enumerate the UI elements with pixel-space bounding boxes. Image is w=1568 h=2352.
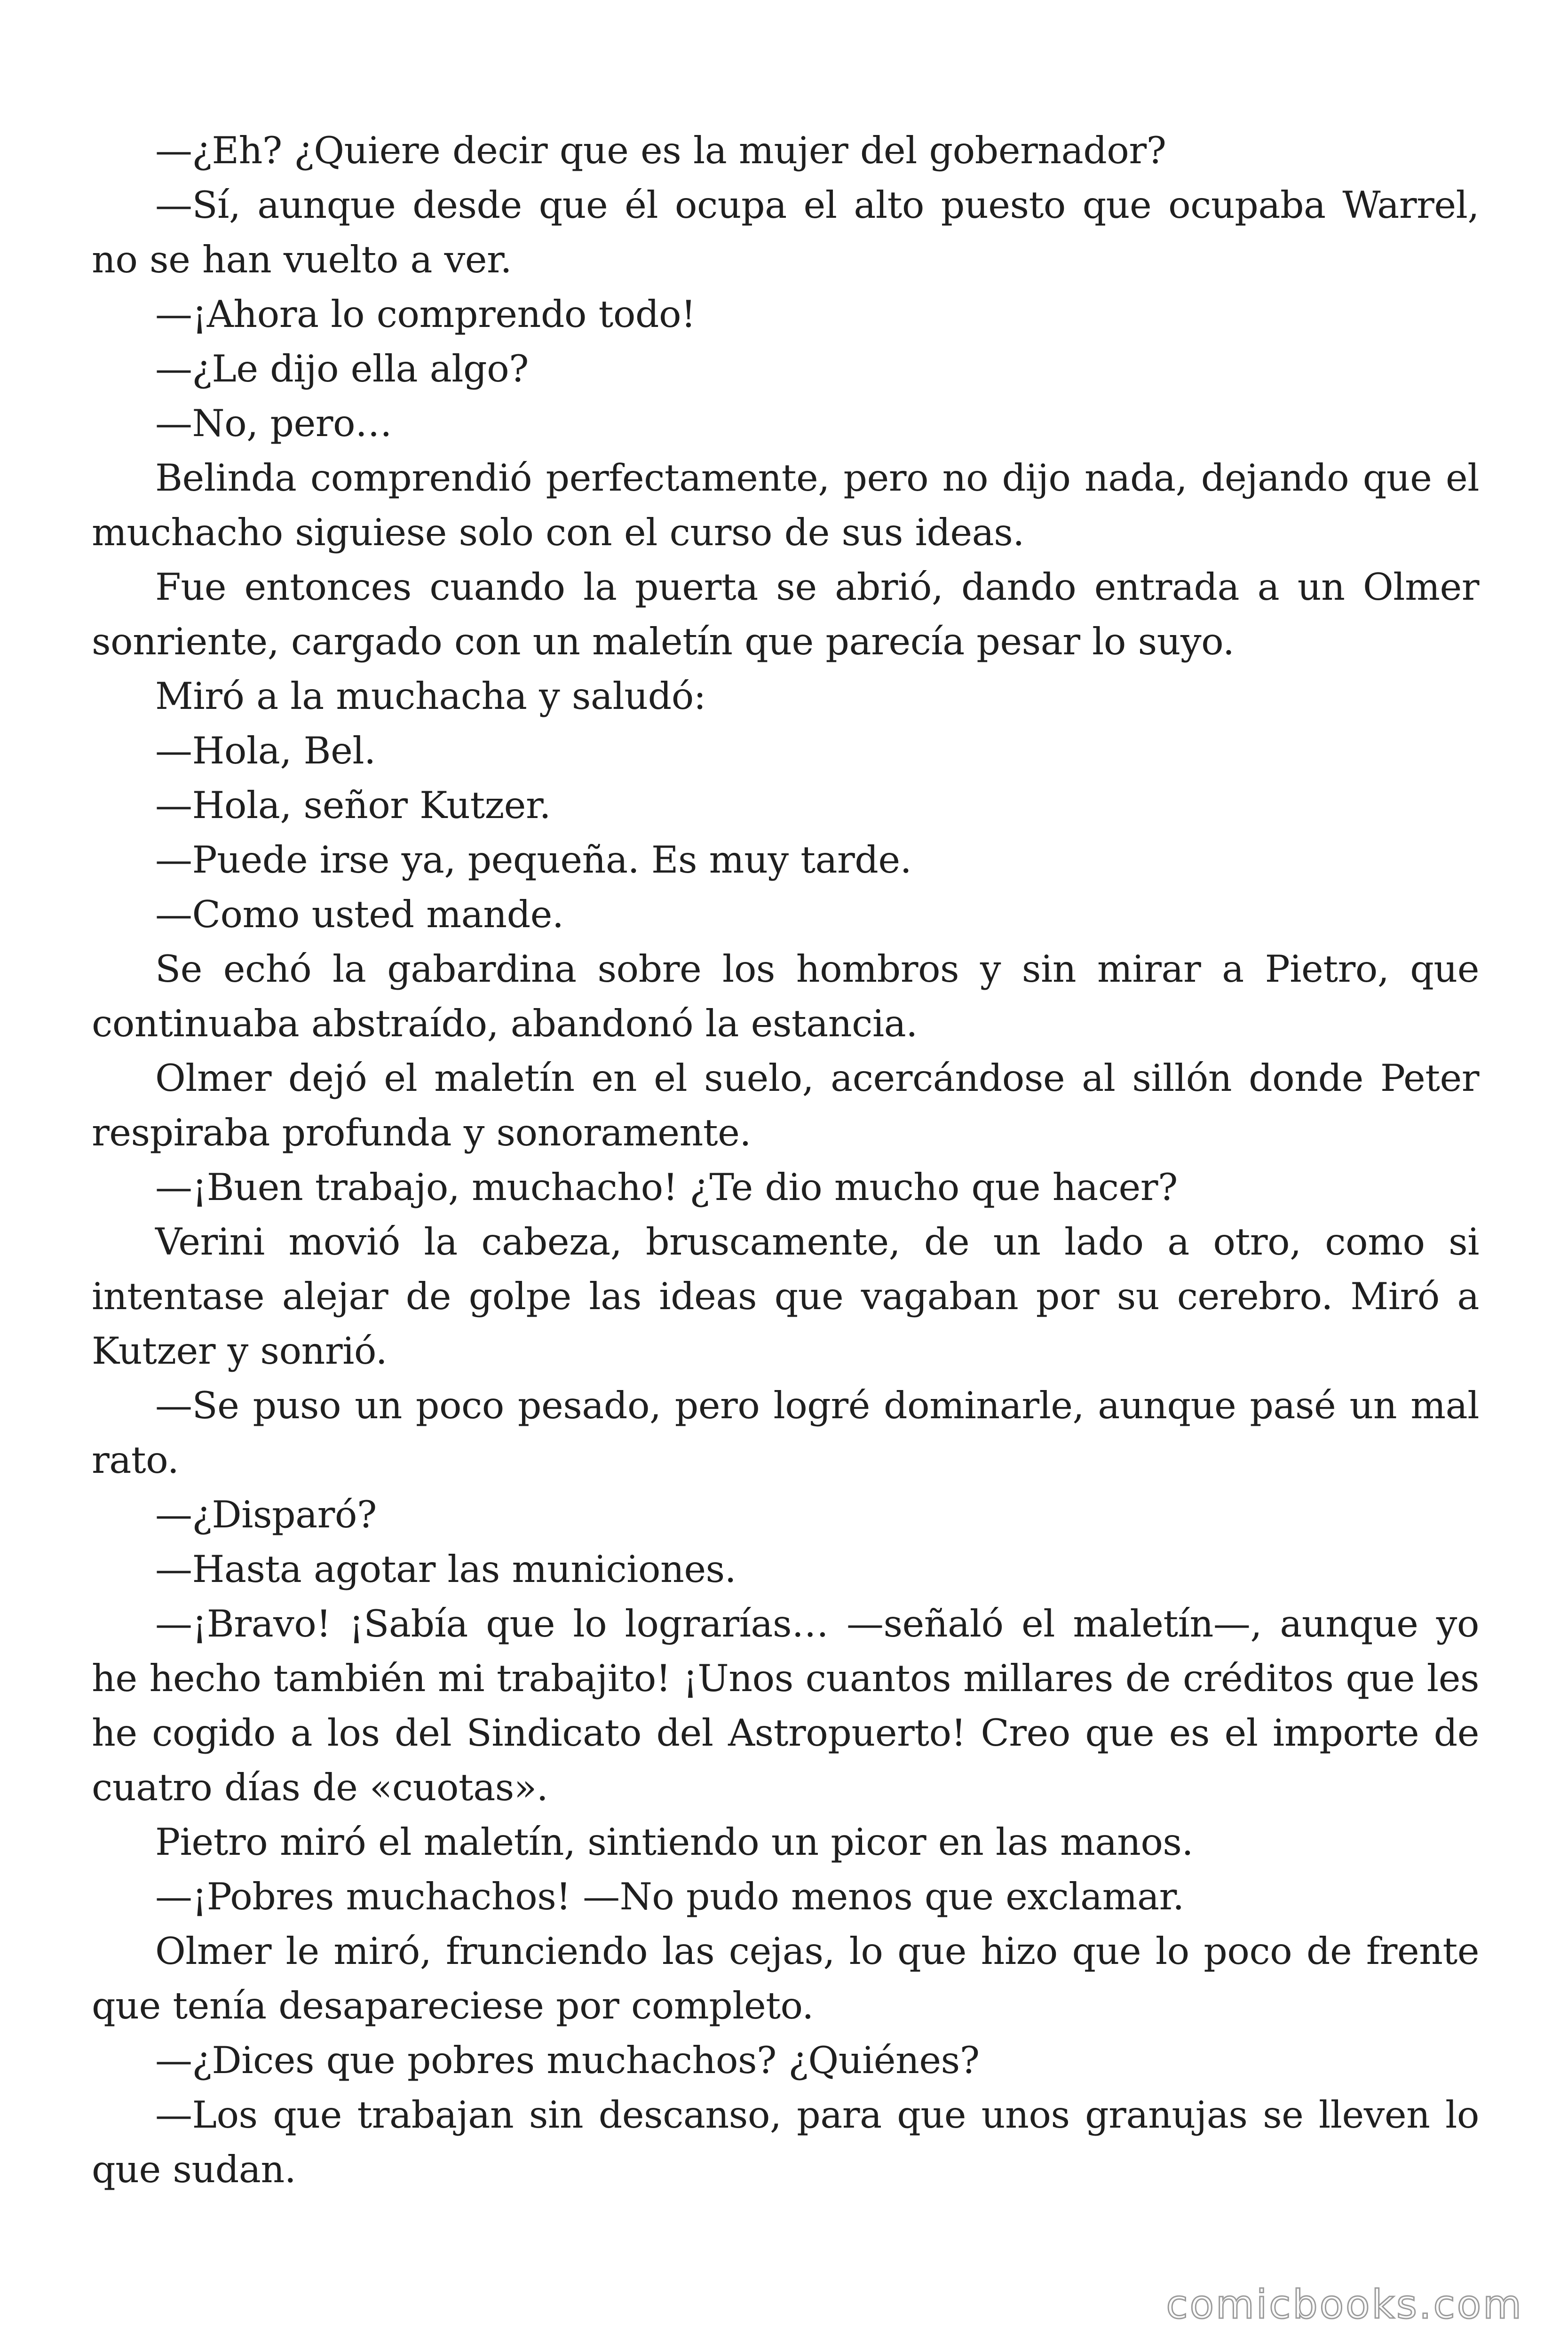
paragraph: Verini movió la cabeza, bruscamente, de un lado a otro, como si intentase alejar de golpe las ideas que vagaban por su cerebro. Miró a Kutzer y sonrió. (92, 1220, 1479, 1373)
paragraph: —Los que trabajan sin descanso, para que unos granujas se lleven lo que sudan. (92, 2093, 1479, 2191)
paragraph: —¿Eh? ¿Quiere decir que es la mujer del gobernador? (155, 129, 1166, 172)
paragraph: —No, pero… (155, 402, 392, 445)
paragraph: —Sí, aunque desde que él ocupa el alto puesto que ocupaba Warrel, no se han vuelto a ver. (92, 183, 1479, 281)
paragraph: —Hasta agotar las municiones. (155, 1548, 736, 1591)
paragraph: —¿Le dijo ella algo? (155, 347, 529, 390)
watermark-text: comicbooks.com (1166, 2281, 1523, 2328)
paragraph: Olmer dejó el maletín en el suelo, acercándose al sillón donde Peter respiraba profunda y sonoramente. (92, 1057, 1479, 1154)
paragraph: —Puede irse ya, pequeña. Es muy tarde. (155, 838, 912, 882)
paragraph: —Hola, señor Kutzer. (155, 784, 551, 827)
paragraph: —Se puso un poco pesado, pero logré dominarle, aunque pasé un mal rato. (92, 1384, 1479, 1482)
page-text (92, 123, 1479, 2197)
paragraph: Belinda comprendió perfectamente, pero no dijo nada, dejando que el muchacho siguiese solo con el curso de sus ideas. (92, 456, 1479, 554)
paragraph: Fue entonces cuando la puerta se abrió, dando entrada a un Olmer sonriente, cargado con un maletín que parecía pesar lo suyo. (92, 565, 1479, 663)
paragraph: —Hola, Bel. (155, 729, 376, 772)
paragraph: —¿Dices que pobres muchachos? ¿Quiénes? (155, 2039, 980, 2082)
paragraph: —¡Pobres muchachos! —No pudo menos que exclamar. (155, 1875, 1184, 1918)
paragraph: —¡Ahora lo comprendo todo! (155, 293, 696, 336)
paragraph: —¿Disparó? (155, 1493, 377, 1536)
paragraph: —¡Bravo! ¡Sabía que lo lograrías… —señaló el maletín—, aunque yo he hecho también mi trabajito! ¡Unos cuantos millares de créditos que les he cogido a los del Sindicato del Astropuerto! Creo que es el importe de cuatro días de «cuotas». (92, 1602, 1479, 1809)
paragraph: Pietro miró el maletín, sintiendo un picor en las manos. (155, 1820, 1194, 1864)
paragraph: Miró a la muchacha y saludó: (155, 675, 706, 718)
paragraph: —¡Buen trabajo, muchacho! ¿Te dio mucho que hacer? (155, 1166, 1178, 1209)
paragraph: Se echó la gabardina sobre los hombros y sin mirar a Pietro, que continuaba abstraído, abandonó la estancia. (92, 947, 1479, 1045)
paragraph: Olmer le miró, frunciendo las cejas, lo que hizo que lo poco de frente que tenía desapareciese por completo. (92, 1930, 1479, 2027)
paragraph: —Como usted mande. (155, 893, 564, 936)
